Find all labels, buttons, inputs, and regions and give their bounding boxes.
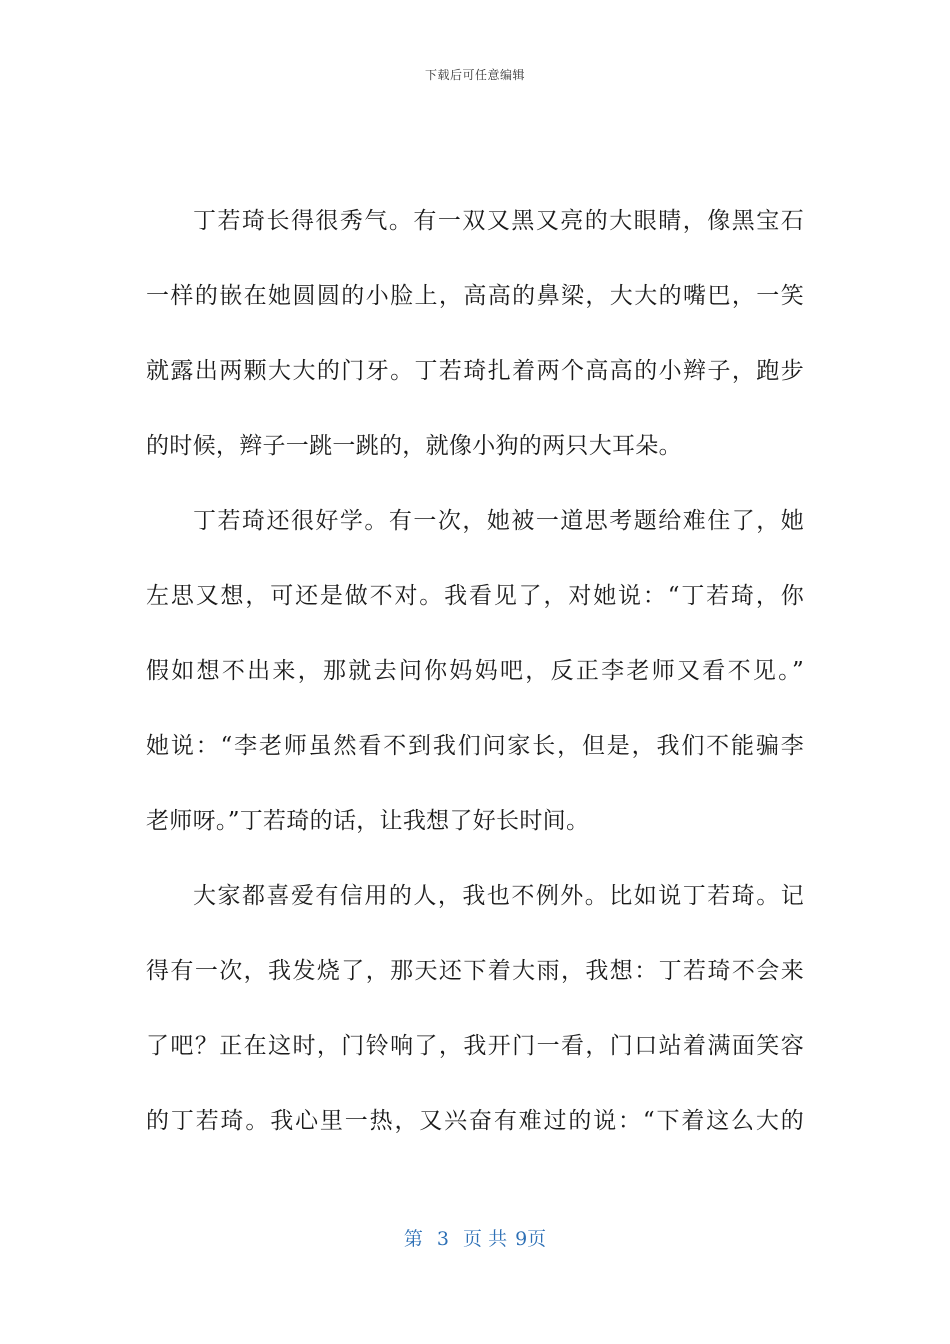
text-line: 她说：“李老师虽然看不到我们问家长，但是，我们不能骗李	[146, 733, 804, 759]
paragraph-3	[146, 871, 804, 1171]
text-line: 丁若琦长得很秀气。有一双又黑又亮的大眼睛，像黑宝石	[193, 208, 804, 234]
document-body	[146, 196, 804, 1171]
text-line: 得有一次，我发烧了，那天还下着大雨，我想：丁若琦不会来	[146, 958, 804, 984]
text-line: 就露出两颗大大的门牙。丁若琦扎着两个高高的小辫子，跑步	[146, 358, 804, 384]
page-footer	[0, 1224, 950, 1251]
total-pages: 9页	[515, 1228, 547, 1250]
text-line: 了吧？正在这时，门铃响了，我开门一看，门口站着满面笑容	[146, 1033, 804, 1059]
current-page-number: 3	[436, 1228, 449, 1250]
text-line: 假如想不出来，那就去问你妈妈吧，反正李老师又看不见。”	[146, 658, 804, 684]
text-line: 丁若琦还很好学。有一次，她被一道思考题给难住了，她	[193, 508, 804, 534]
text-line: 左思又想，可还是做不对。我看见了，对她说：“丁若琦，你	[146, 583, 804, 609]
footer-middle: 页 共	[463, 1228, 508, 1250]
text-line: 一样的嵌在她圆圆的小脸上，高高的鼻梁，大大的嘴巴，一笑	[146, 283, 804, 309]
text-line: 老师呀。”丁若琦的话，让我想了好长时间。	[146, 808, 590, 834]
footer-prefix: 第	[403, 1228, 423, 1250]
paragraph-2	[146, 496, 804, 871]
text-line: 的丁若琦。我心里一热，又兴奋有难过的说：“下着这么大的	[146, 1108, 804, 1134]
text-line: 大家都喜爱有信用的人，我也不例外。比如说丁若琦。记	[193, 883, 804, 909]
paragraph-1	[146, 196, 804, 496]
text-line: 的时候，辫子一跳一跳的，就像小狗的两只大耳朵。	[146, 433, 682, 459]
page-header: 下载后可任意编辑	[424, 68, 525, 82]
